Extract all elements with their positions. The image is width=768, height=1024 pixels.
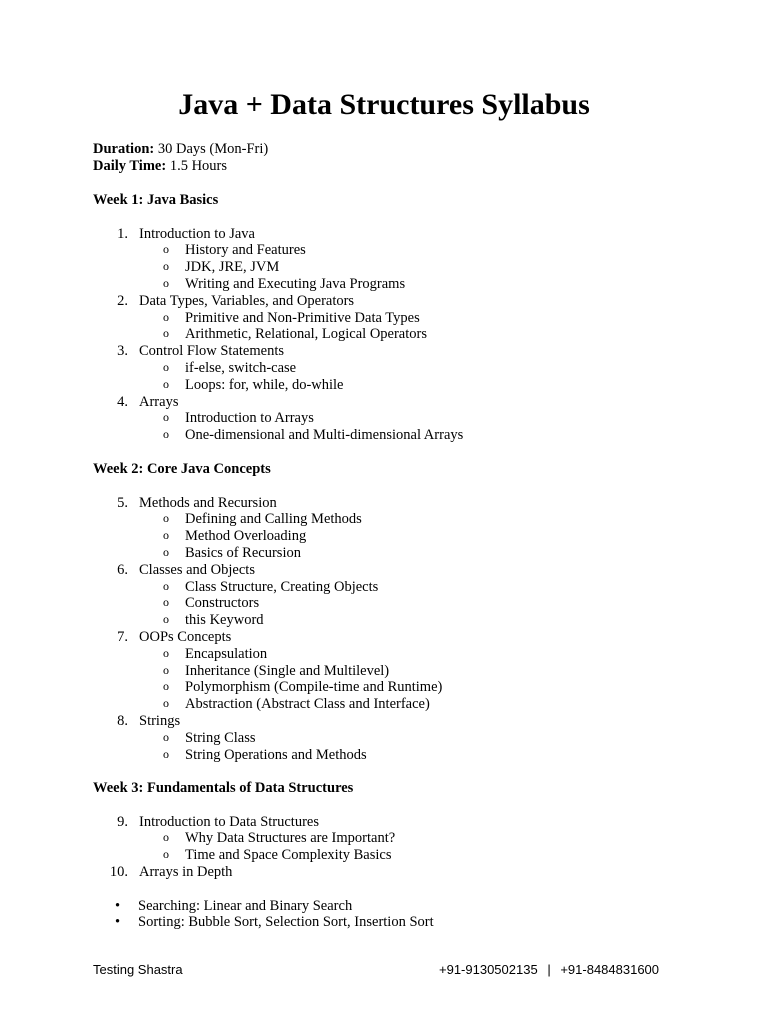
item-number: 2. <box>117 292 128 309</box>
duration-label: Duration: <box>93 141 155 157</box>
sub-item: Loops: for, while, do-while <box>185 376 344 393</box>
week-heading: Week 3: Fundamentals of Data Structures <box>93 780 354 796</box>
sub-item-marker: o <box>163 427 169 442</box>
sub-item-marker: o <box>163 326 169 341</box>
sub-item: Class Structure, Creating Objects <box>185 578 379 595</box>
sub-item: Encapsulation <box>185 645 268 662</box>
sub-item-marker: o <box>163 528 169 543</box>
sub-item-marker: o <box>163 612 169 627</box>
sub-item: One-dimensional and Multi-dimensional Arrays <box>185 427 464 444</box>
sub-item: Method Overloading <box>185 528 307 545</box>
sub-item: Time and Space Complexity Basics <box>185 847 392 864</box>
item-number: 10. <box>109 863 128 880</box>
sub-item: Constructors <box>185 595 260 612</box>
sub-item-marker: o <box>163 578 169 593</box>
item-title: Data Types, Variables, and Operators <box>139 292 355 309</box>
sub-item: Abstraction (Abstract Class and Interface) <box>185 696 430 713</box>
item-title: Control Flow Statements <box>139 343 284 360</box>
item-title: Arrays <box>139 393 179 410</box>
sub-item-marker: o <box>163 544 169 559</box>
sub-item: History and Features <box>185 242 306 259</box>
sub-item-marker: o <box>163 309 169 324</box>
daily-time-line <box>93 158 227 175</box>
sub-item-marker: o <box>163 645 169 660</box>
item-title: Introduction to Data Structures <box>139 813 319 830</box>
sub-item-marker: o <box>163 275 169 290</box>
item-number: 5. <box>117 494 128 511</box>
sub-item: this Keyword <box>185 612 264 629</box>
bullet-marker: • <box>115 914 121 931</box>
sub-item-marker: o <box>163 662 169 677</box>
sub-item: String Operations and Methods <box>185 746 367 763</box>
footer-phone-1: +91-9130502135 <box>439 962 538 977</box>
sub-item-marker: o <box>163 746 169 761</box>
bullet-item: Searching: Linear and Binary Search <box>138 897 353 914</box>
item-title: OOPs Concepts <box>139 628 232 645</box>
duration-value: 30 Days (Mon-Fri) <box>157 141 269 157</box>
sub-item: Polymorphism (Compile-time and Runtime) <box>185 679 443 696</box>
sub-item: String Class <box>185 729 256 746</box>
week-heading: Week 1: Java Basics <box>93 192 219 208</box>
week-heading: Week 2: Core Java Concepts <box>93 461 271 477</box>
daily-time-label: Daily Time: <box>93 158 167 174</box>
sub-item: Why Data Structures are Important? <box>185 830 396 847</box>
item-number: 7. <box>117 628 128 645</box>
sub-item-marker: o <box>163 679 169 694</box>
sub-item: Basics of Recursion <box>185 544 301 561</box>
daily-time-value: 1.5 Hours <box>169 158 228 174</box>
sub-item: Arithmetic, Relational, Logical Operators <box>185 326 427 343</box>
sub-item: Defining and Calling Methods <box>185 511 362 528</box>
footer-contact <box>439 962 659 977</box>
sub-item: Introduction to Arrays <box>185 410 314 427</box>
item-number: 8. <box>117 712 128 729</box>
sub-item: Inheritance (Single and Multilevel) <box>185 662 390 679</box>
sub-item-marker: o <box>163 259 169 274</box>
sub-item: if-else, switch-case <box>185 359 297 376</box>
item-title: Introduction to Java <box>139 225 255 242</box>
item-title: Classes and Objects <box>139 561 255 578</box>
sub-item-marker: o <box>163 729 169 744</box>
sub-item: JDK, JRE, JVM <box>185 259 280 276</box>
sub-item-marker: o <box>163 376 169 391</box>
item-number: 4. <box>117 393 128 410</box>
item-number: 1. <box>117 225 128 242</box>
sub-item-marker: o <box>163 359 169 374</box>
sub-item-marker: o <box>163 847 169 862</box>
footer-separator: | <box>547 962 551 977</box>
item-title: Strings <box>139 712 181 729</box>
duration-line <box>93 141 268 158</box>
item-number: 9. <box>117 813 128 830</box>
sub-item-marker: o <box>163 830 169 845</box>
sub-item-marker: o <box>163 696 169 711</box>
sub-item-marker: o <box>163 595 169 610</box>
footer-company: Testing Shastra <box>93 962 183 977</box>
sub-item-marker: o <box>163 242 169 257</box>
page-title: Java + Data Structures Syllabus <box>178 88 590 121</box>
sub-item-marker: o <box>163 511 169 526</box>
bullet-item: Sorting: Bubble Sort, Selection Sort, Insertion Sort <box>138 914 434 931</box>
sub-item: Writing and Executing Java Programs <box>185 275 406 292</box>
item-title: Arrays in Depth <box>139 863 233 880</box>
item-number: 6. <box>117 561 128 578</box>
footer-phone-2: +91-8484831600 <box>560 962 660 977</box>
sub-item-marker: o <box>163 410 169 425</box>
item-number: 3. <box>117 343 128 360</box>
item-title: Methods and Recursion <box>139 494 277 511</box>
sub-item: Primitive and Non-Primitive Data Types <box>185 309 420 326</box>
bullet-marker: • <box>115 897 121 914</box>
